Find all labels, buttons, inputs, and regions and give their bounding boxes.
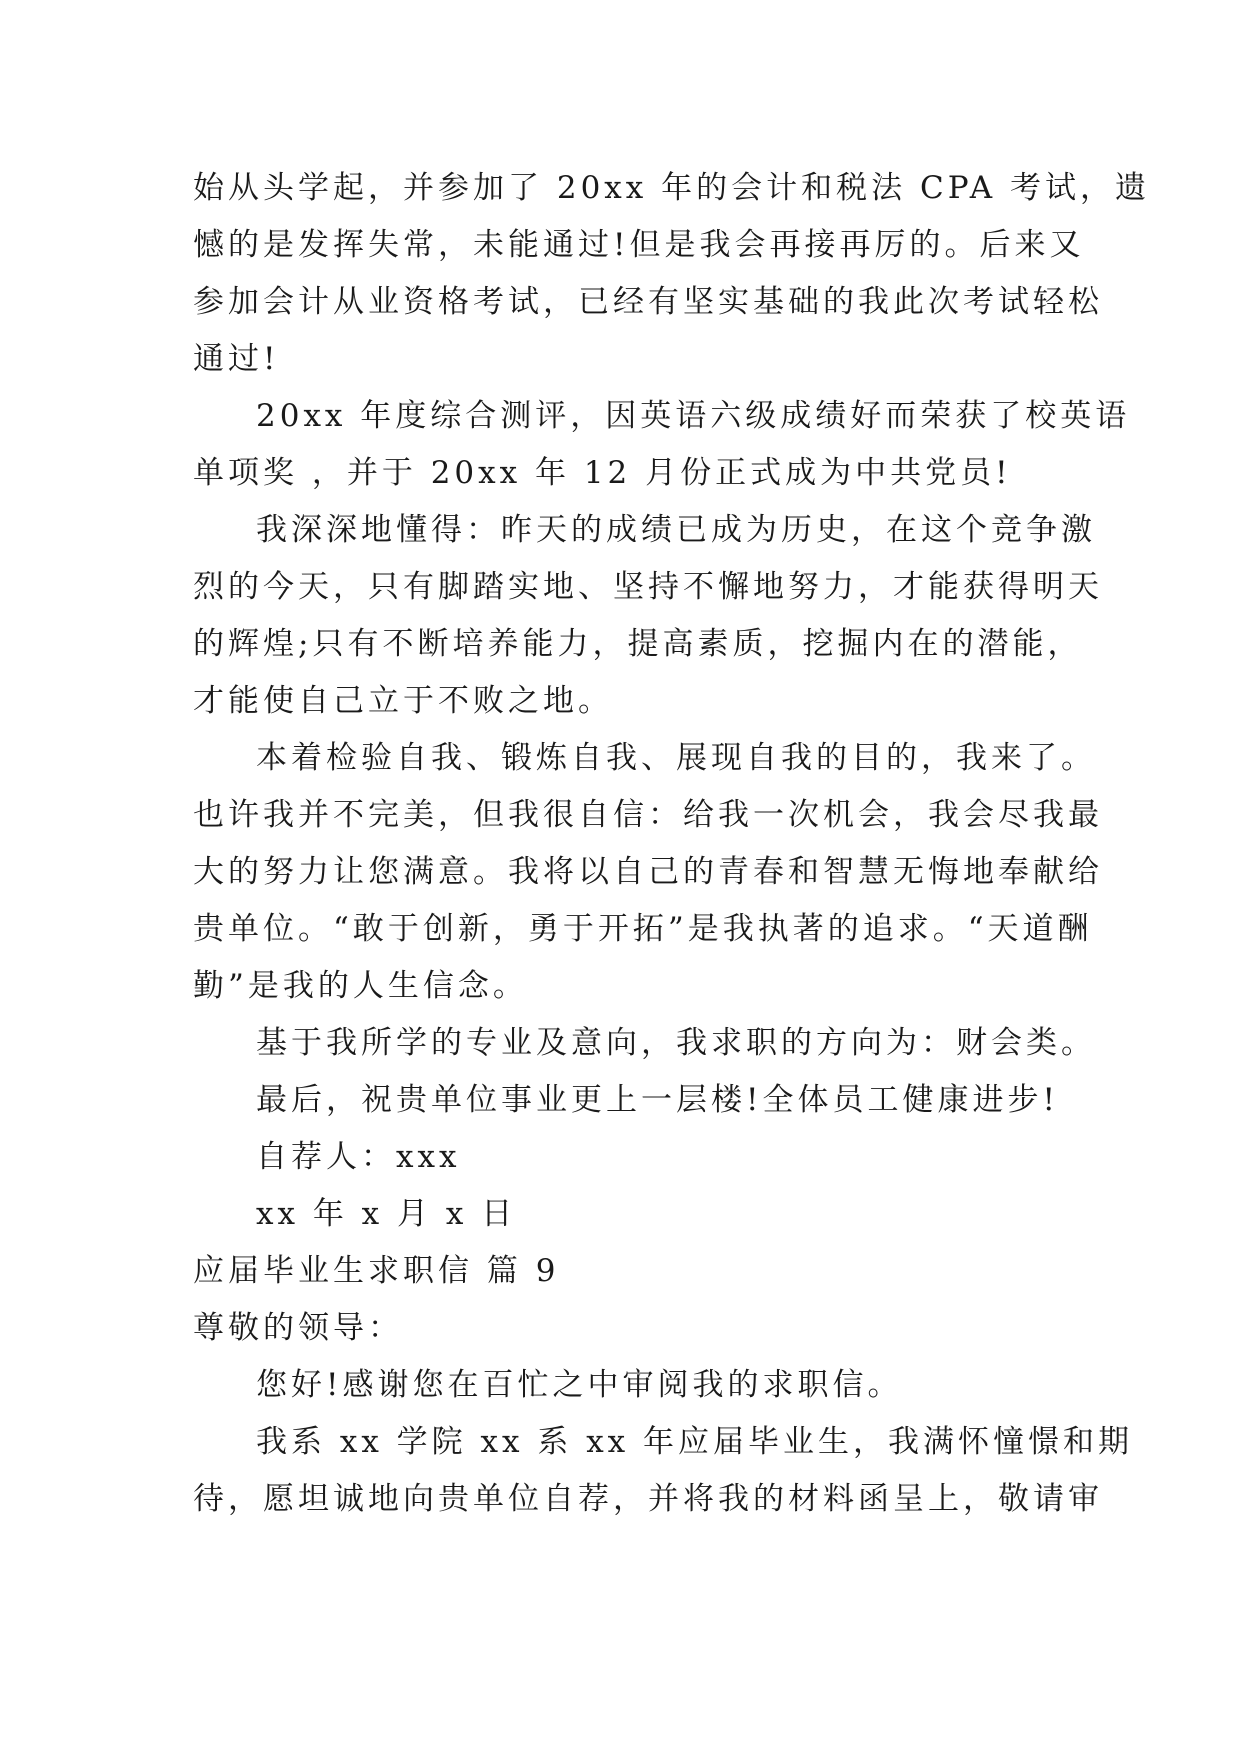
- paragraph-line: 单项奖 ，并于 20xx 年 12 月份正式成为中共党员!: [193, 455, 1012, 491]
- paragraph-line: 您好!感谢您在百忙之中审阅我的求职信。: [256, 1367, 903, 1403]
- paragraph-line: 才能使自己立于不败之地。: [193, 683, 613, 719]
- paragraph-line: 待，愿坦诚地向贵单位自荐，并将我的材料函呈上，敬请审: [193, 1481, 1103, 1517]
- paragraph-line: 我系 xx 学院 xx 系 xx 年应届毕业生，我满怀憧憬和期: [256, 1424, 1134, 1460]
- salutation: 尊敬的领导：: [193, 1310, 403, 1346]
- paragraph-line: 本着检验自我、锻炼自我、展现自我的目的，我来了。: [256, 740, 1096, 776]
- paragraph-line: 最后，祝贵单位事业更上一层楼!全体员工健康进步!: [256, 1082, 1059, 1118]
- paragraph-line: 参加会计从业资格考试，已经有坚实基础的我此次考试轻松: [193, 284, 1103, 320]
- signature-line: 自荐人：xxx: [256, 1139, 461, 1175]
- paragraph-line: 勤”是我的人生信念。: [193, 968, 528, 1004]
- paragraph-line: 贵单位。“敢于创新，勇于开拓”是我执著的追求。“天道酬: [193, 911, 1093, 947]
- paragraph-line: 烈的今天，只有脚踏实地、坚持不懈地努力，才能获得明天: [193, 569, 1103, 605]
- paragraph-line: 的辉煌;只有不断培养能力，提高素质，挖掘内在的潜能，: [193, 626, 1083, 662]
- paragraph-line: 我深深地懂得：昨天的成绩已成为历史，在这个竞争激: [256, 512, 1096, 548]
- paragraph-line: 始从头学起，并参加了 20xx 年的会计和税法 CPA 考试，遗: [193, 170, 1150, 206]
- paragraph-line: 基于我所学的专业及意向，我求职的方向为：财会类。: [256, 1025, 1096, 1061]
- paragraph-line: 憾的是发挥失常，未能通过!但是我会再接再厉的。后来又: [193, 227, 1085, 263]
- paragraph-line: 也许我并不完美，但我很自信：给我一次机会，我会尽我最: [193, 797, 1103, 833]
- paragraph-line: 20xx 年度综合测评，因英语六级成绩好而荣获了校英语: [256, 398, 1131, 434]
- date-line: xx 年 x 月 x 日: [256, 1196, 517, 1232]
- paragraph-line: 通过!: [193, 341, 280, 377]
- paragraph-line: 大的努力让您满意。我将以自己的青春和智慧无悔地奉献给: [193, 854, 1103, 890]
- section-heading: 应届毕业生求职信 篇 9: [193, 1253, 560, 1289]
